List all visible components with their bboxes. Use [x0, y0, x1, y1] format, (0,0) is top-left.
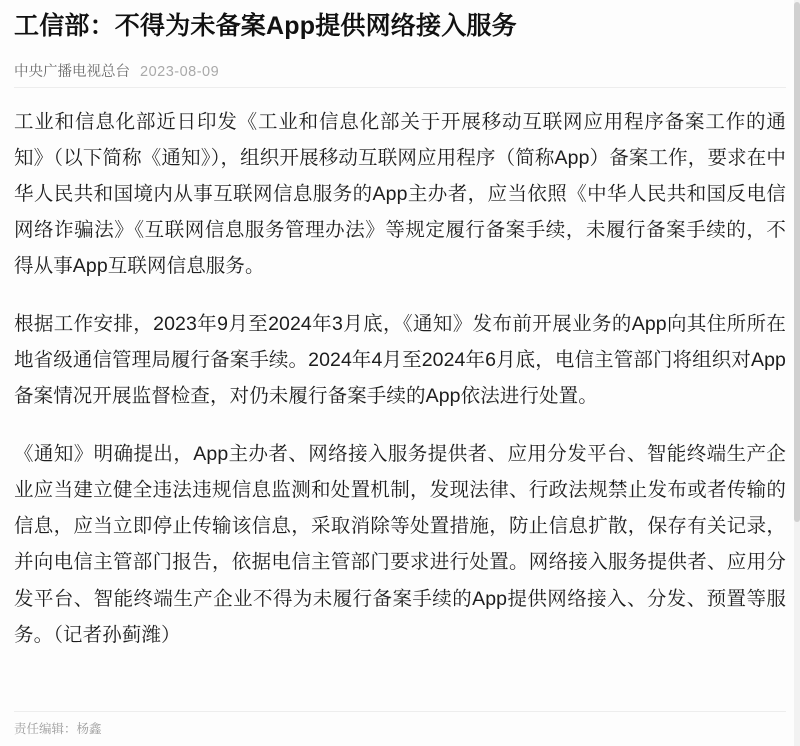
page-title: 工信部：不得为未备案App提供网络接入服务 [14, 12, 517, 40]
article-date: 2023-08-09 [140, 63, 220, 80]
responsible-editor: 责任编辑：杨鑫 [14, 722, 102, 736]
article-paragraph: 根据工作安排，2023年9月至2024年3月底，《通知》发布前开展业务的App向其住所所在地省级通信管理局履行备案手续。2024年4月至2024年6月底，电信主管部门将组织对App备案情况开展监督检查，对仍未履行备案手续的App依法进行处置。 [14, 313, 786, 408]
article-meta [14, 60, 786, 81]
article-paragraph: 《通知》明确提出，App主办者、网络接入服务提供者、应用分发平台、智能终端生产企业应当建立健全违法违规信息监测和处置机制，发现法律、行政法规禁止发布或者传输的信息，应当立即停止传输该信息，采取消除等处置措施，防止信息扩散，保存有关记录，并向电信主管部门报告，依据电信主管部门要求进行处置。网络接入服务提供者、应用分发平台、智能终端生产企业不得为未履行备案手续的App提供网络接入、分发、预置等服务。（记者孙蓟潍） [14, 443, 786, 646]
article-body [14, 104, 786, 653]
article-paragraph: 工业和信息化部近日印发《工业和信息化部关于开展移动互联网应用程序备案工作的通知》（以下简称《通知》），组织开展移动互联网应用程序（简称App）备案工作，要求在中华人民共和国境内从事互联网信息服务的App主办者，应当依照《中华人民共和国反电信网络诈骗法》《互联网信息服务管理办法》等规定履行备案手续，未履行备案手续的，不得从事App互联网信息服务。 [14, 110, 786, 277]
article-footer [14, 711, 786, 746]
header-divider [14, 87, 786, 88]
article-source: 中央广播电视总台 [14, 63, 130, 80]
page-scrollbar[interactable] [794, 0, 800, 746]
scrollbar-thumb[interactable] [794, 2, 800, 522]
